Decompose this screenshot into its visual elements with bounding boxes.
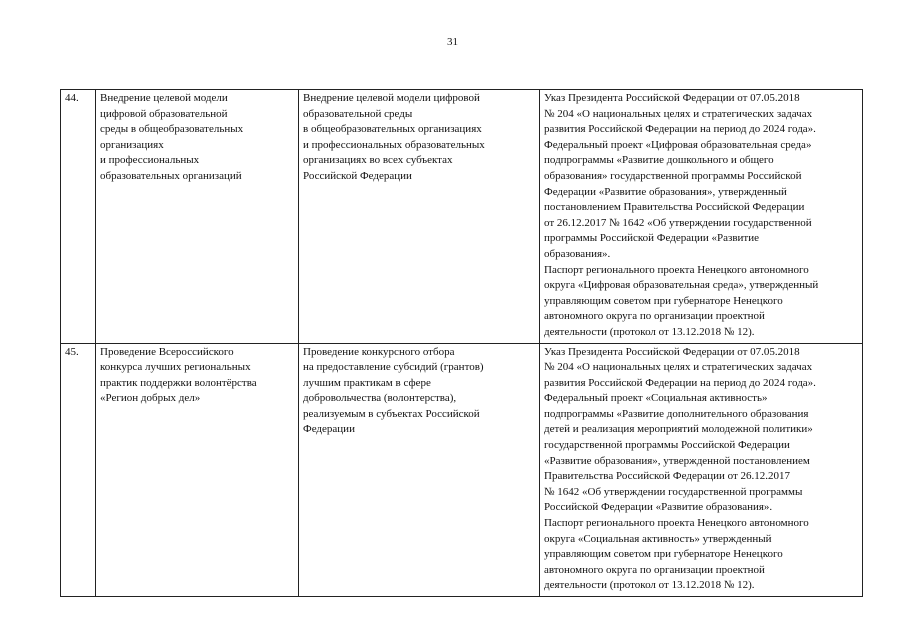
measures-table [60, 89, 863, 597]
text-line: «Регион добрых дел» [100, 392, 201, 405]
text-line: деятельности (протокол от 13.12.2018 № 12). [544, 579, 755, 592]
legal-basis-cell [540, 90, 863, 344]
text-line: № 204 «О национальных целях и стратегических задачах [544, 361, 813, 374]
text-line: управляющим советом при губернаторе Ненецкого [544, 294, 783, 307]
text-line: № 204 «О национальных целях и стратегических задачах [544, 107, 813, 120]
text-line: подпрограммы «Развитие дополнительного образования [544, 407, 809, 420]
text-line: Проведение конкурсного отбора [303, 345, 455, 358]
text-line: Паспорт регионального проекта Ненецкого автономного [544, 517, 809, 530]
text-line: Федерации [303, 423, 355, 436]
text-line: конкурса лучших региональных [100, 361, 251, 374]
text-line: образовательных организаций [100, 169, 242, 182]
text-line: Паспорт регионального проекта Ненецкого автономного [544, 263, 809, 276]
text-line: Указ Президента Российской Федерации от 07.05.2018 [544, 92, 800, 104]
text-line: округа «Цифровая образовательная среда», утвержденный [544, 279, 819, 292]
text-line: округа «Социальная активность» утвержденный [544, 532, 772, 545]
page-number: 31 [447, 36, 458, 48]
text-line: автономного округа по организации проектной [544, 310, 765, 323]
text-line: реализуемым в субъектах Российской [303, 407, 480, 420]
text-line: подпрограммы «Развитие дошкольного и общего [544, 154, 774, 167]
table-row [61, 90, 863, 344]
measure-description-cell [299, 343, 540, 597]
text-line: от 26.12.2017 № 1642 «Об утверждении государственной [544, 216, 812, 229]
text-line: организациях [100, 138, 164, 151]
text-line: Проведение Всероссийского [100, 345, 234, 358]
text-line: деятельности (протокол от 13.12.2018 № 12). [544, 325, 755, 338]
text-line: образования». [544, 247, 611, 260]
text-line: добровольчества (волонтерства), [303, 392, 457, 405]
text-line: программы Российской Федерации «Развитие [544, 232, 760, 245]
text-line: цифровой образовательной [100, 107, 228, 120]
text-line: государственной программы Российской Федерации [544, 439, 790, 452]
text-line: Федерации «Развитие образования», утвержденный [544, 185, 787, 198]
text-line: образовательной среды [303, 107, 413, 120]
text-line: лучшим практикам в сфере [303, 376, 431, 389]
row-number-cell: 44. [61, 90, 96, 344]
text-line: практик поддержки волонтёрства [100, 376, 257, 389]
text-line: Российской Федерации «Развитие образования». [544, 501, 773, 514]
text-line: на предоставление субсидий (грантов) [303, 361, 484, 374]
text-line: развития Российской Федерации на период до 2024 года». [544, 123, 816, 136]
text-line: Федеральный проект «Социальная активность» [544, 392, 768, 405]
text-line: Указ Президента Российской Федерации от 07.05.2018 [544, 345, 800, 358]
text-line: организациях во всех субъектах [303, 154, 453, 167]
text-line: в общеобразовательных организациях [303, 123, 482, 136]
text-line: образования» государственной программы Российской [544, 169, 802, 182]
legal-basis-cell [540, 343, 863, 597]
text-line: Внедрение целевой модели цифровой [303, 92, 480, 104]
text-line: автономного округа по организации проектной [544, 563, 765, 576]
table-body [61, 90, 863, 597]
text-line: Федеральный проект «Цифровая образовательная среда» [544, 138, 812, 151]
text-line: и профессиональных [100, 154, 200, 167]
text-line: Правительства Российской Федерации от 26.12.2017 [544, 470, 791, 483]
measure-description-cell [299, 90, 540, 344]
text-line: и профессиональных образовательных [303, 138, 485, 151]
measure-name-cell [96, 90, 299, 344]
text-line: развития Российской Федерации на период до 2024 года». [544, 376, 816, 389]
text-line: управляющим советом при губернаторе Ненецкого [544, 548, 783, 561]
text-line: Российской Федерации [303, 169, 412, 182]
table-row [61, 343, 863, 597]
row-number-cell: 45. [61, 343, 96, 597]
text-line: «Развитие образования», утвержденной постановлением [544, 454, 810, 467]
text-line: Внедрение целевой модели [100, 92, 228, 104]
text-line: детей и реализация мероприятий молодежной политики» [544, 423, 813, 436]
text-line: постановлением Правительства Российской Федерации [544, 201, 805, 214]
text-line: № 1642 «Об утверждении государственной программы [544, 485, 803, 498]
text-line: среды в общеобразовательных [100, 123, 244, 136]
measure-name-cell [96, 343, 299, 597]
